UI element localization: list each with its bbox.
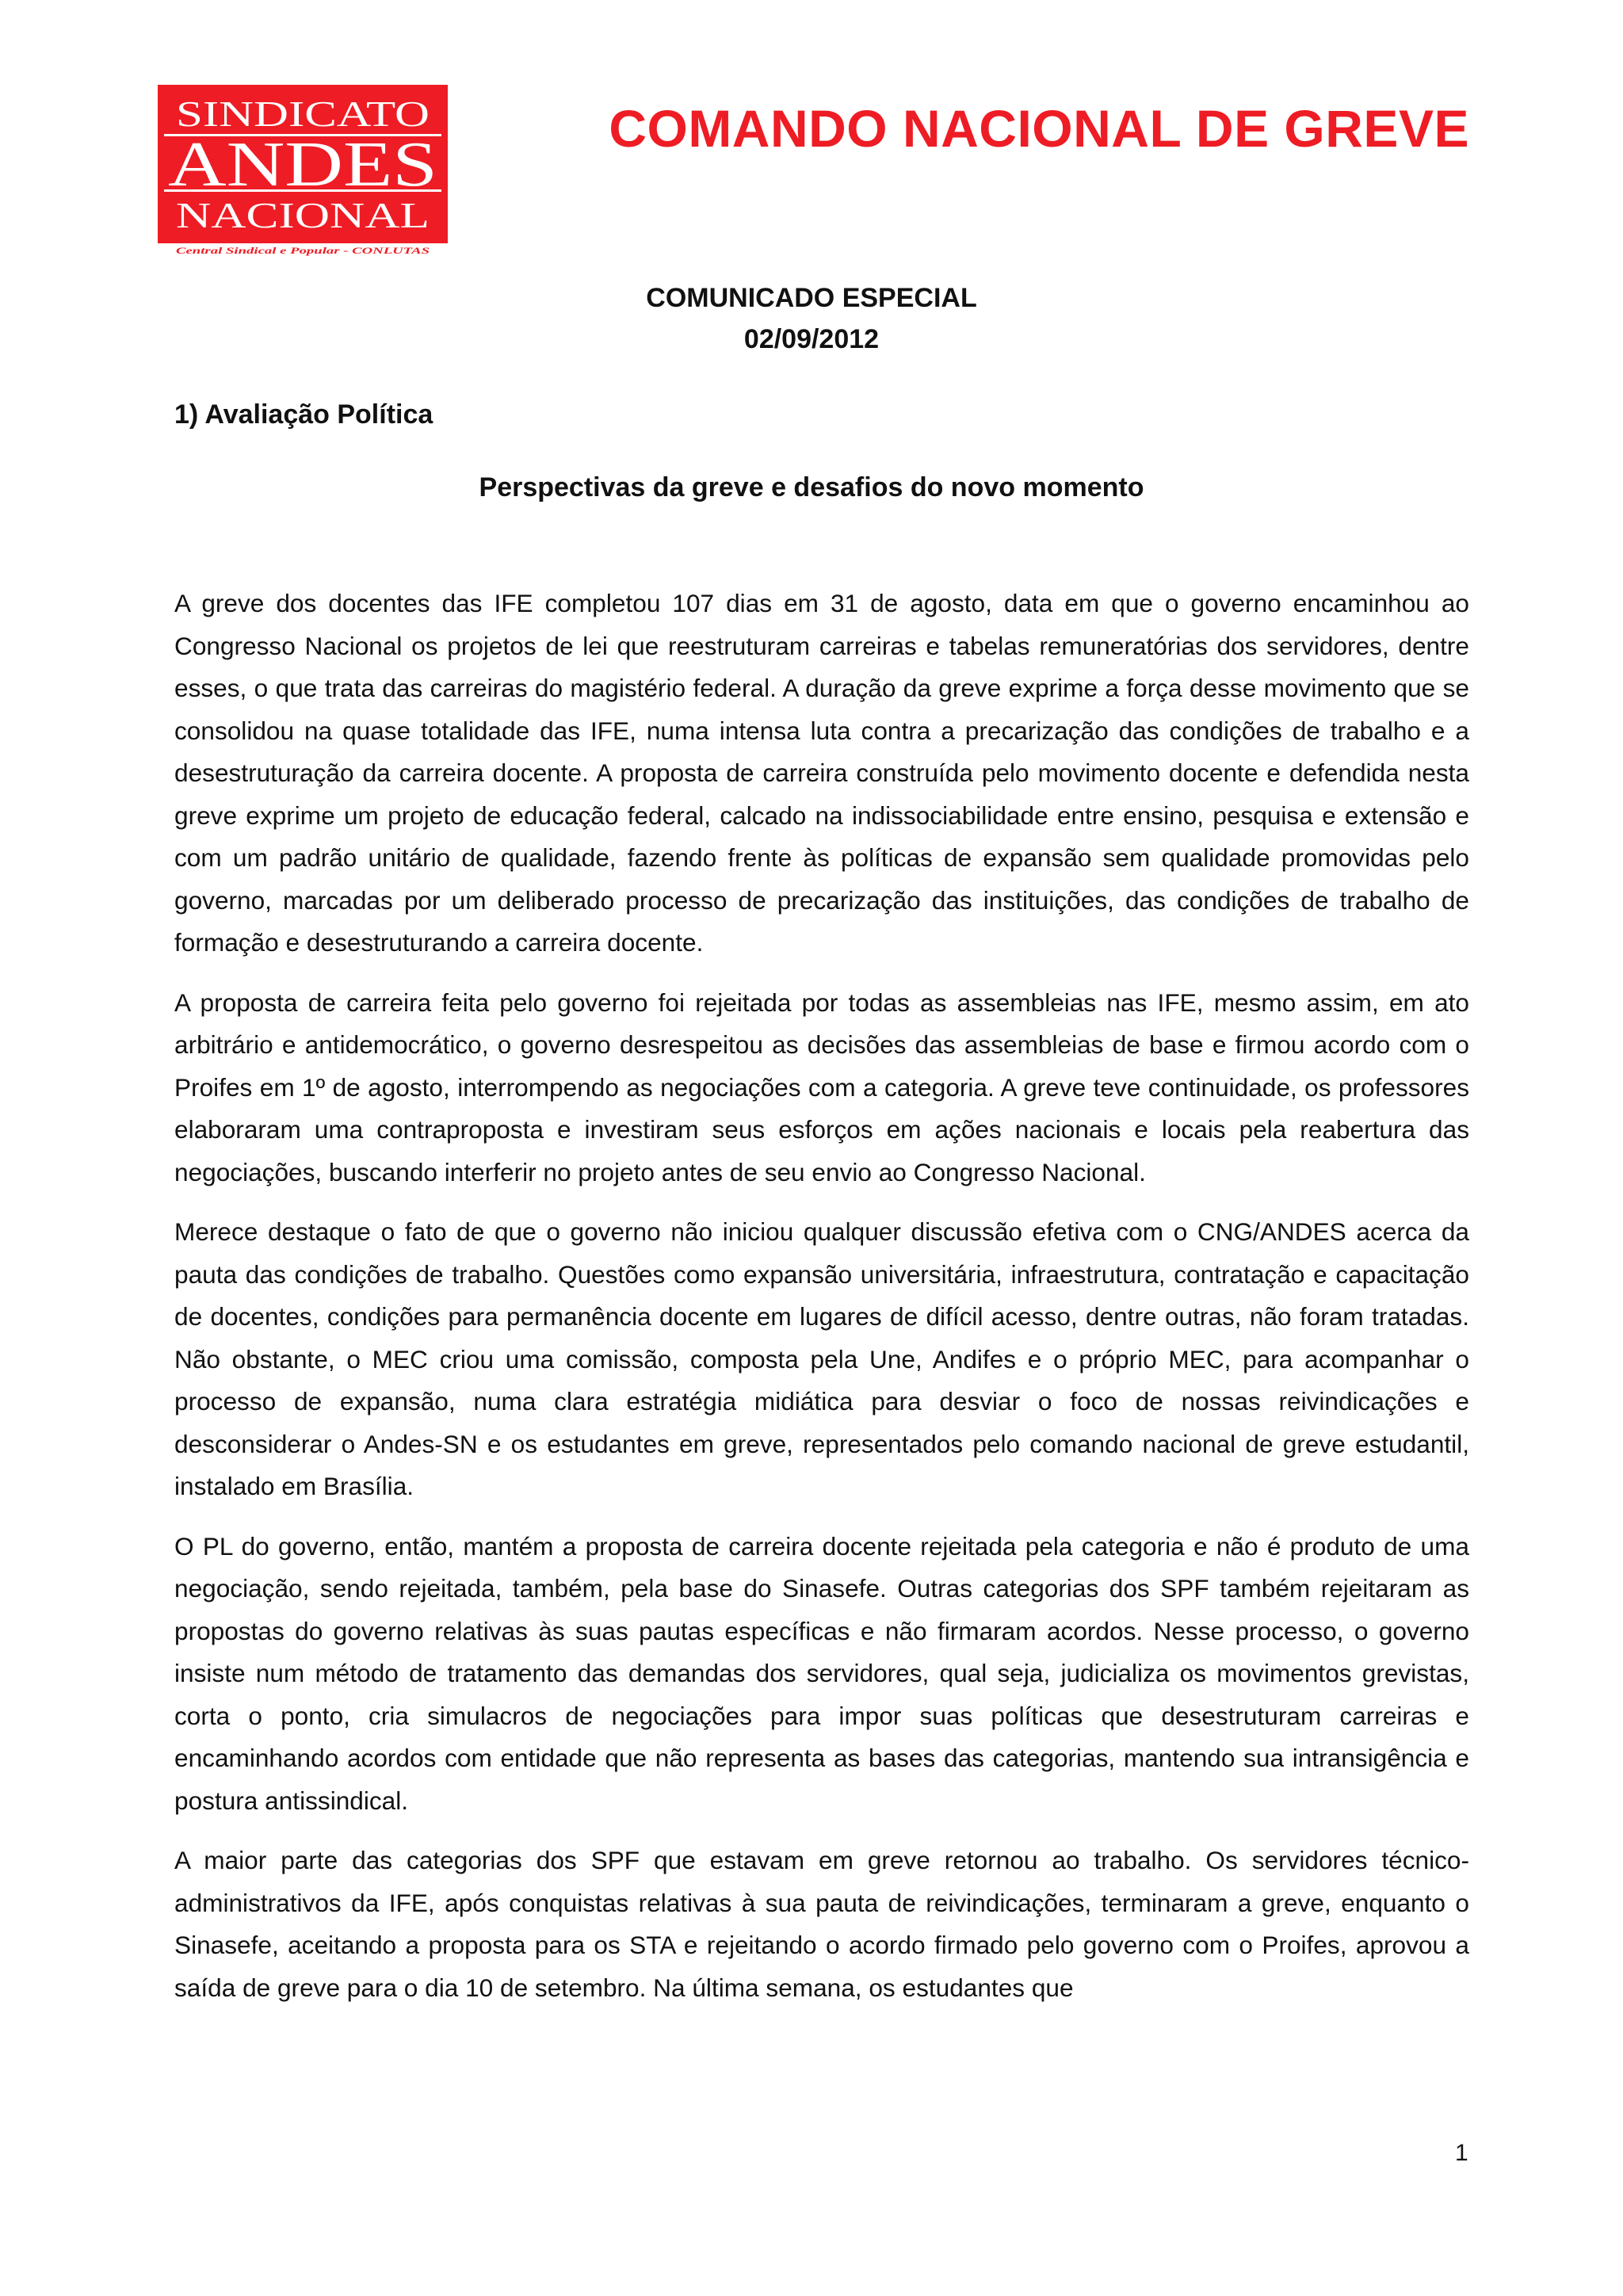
logo-line-andes: ANDES: [168, 130, 437, 200]
logo-line-nacional: NACIONAL: [176, 195, 430, 235]
header-title: COMANDO NACIONAL DE GREVE: [609, 99, 1469, 158]
document-subtitle: Perspectivas da greve e desafios do novo momento: [479, 472, 1144, 502]
paragraph: Merece destaque o fato de que o governo não iniciou qualquer discussão efetiva com o CNG/ANDES acerca da pauta das condições de trabalho. Questões como expansão universitária, infraestrutura, contratação e capacitação de docentes, condições para permanência docente em lugares de difícil acesso, dentre outras, não foram tratadas. Não obstante, o MEC criou uma comissão, composta pela Une, Andifes e o próprio MEC, para acompanhar o processo de expansão, numa clara estratégia midiática para desviar o foco de nossas reivindicações e desconsiderar o Andes-SN e os estudantes em greve, representados pelo comando nacional de greve estudantil, instalado em Brasília.: [174, 1217, 1469, 1500]
section-title: 1) Avaliação Política: [174, 399, 433, 430]
paragraph: A maior parte das categorias dos SPF que estavam em greve retornou ao trabalho. Os servidores técnico-administrativos da IFE, após conquistas relativas à sua pauta de reivindicações, terminaram a greve, enquanto o Sinasefe, aceitando a proposta para os STA e rejeitando o acordo firmado pelo governo com o Proifes, aprovou a saída de greve para o dia 10 de setembro. Na última semana, os estudantes que: [174, 1846, 1469, 2002]
page-number: 1: [1455, 2140, 1468, 2166]
document-body: [174, 583, 1469, 2027]
document-heading: COMUNICADO ESPECIAL: [646, 283, 977, 313]
andes-logo: [158, 85, 448, 256]
paragraph: A greve dos docentes das IFE completou 107 dias em 31 de agosto, data em que o governo encaminhou ao Congresso Nacional os projetos de lei que reestruturam carreiras e tabelas remuneratórias dos servidores, dentre esses, o que trata das carreiras do magistério federal. A duração da greve exprime a força desse movimento que se consolidou na quase totalidade das IFE, numa intensa luta contra a precarização das condições de trabalho e a desestruturação da carreira docente. A proposta de carreira construída pelo movimento docente e defendida nesta greve exprime um projeto de educação federal, calcado na indissociabilidade entre ensino, pesquisa e extensão e com um padrão unitário de qualidade, fazendo frente às políticas de expansão sem qualidade promovidas pelo governo, marcadas por um deliberado processo de precarização das instituições, das condições de trabalho de formação e desestruturando a carreira docente.: [174, 589, 1469, 957]
logo-line-sindicato: SINDICATO: [176, 94, 430, 134]
paragraph: O PL do governo, então, mantém a proposta de carreira docente rejeitada pela categoria e não é produto de uma negociação, sendo rejeitada, também, pela base do Sinasefe. Outras categorias dos SPF também rejeitaram as propostas do governo relativas às suas pautas específicas e não firmaram acordos. Nesse processo, o governo insiste num método de tratamento das demandas dos servidores, qual seja, judicializa os movimentos grevistas, corta o ponto, cria simulacros de negociações para impor suas políticas que desestruturam carreiras e encaminhando acordos com entidade que não representa as bases das categorias, mantendo sua intransigência e postura antissindical.: [174, 1531, 1469, 1815]
document-date: 02/09/2012: [743, 324, 880, 354]
logo-tagline: Central Sindical e Popular - CONLUTAS: [176, 245, 430, 256]
paragraph: A proposta de carreira feita pelo governo foi rejeitada por todas as assembleias nas IFE, mesmo assim, em ato arbitrário e antidemocrático, o governo desrespeitou as decisões das assembleias de base e firmou acordo com o Proifes em 1º de agosto, interrompendo as negociações com a categoria. A greve teve continuidade, os professores elaboraram uma contraproposta e investiram seus esforços em ações nacionais e locais pela reabertura das negociações, buscando interferir no projeto antes de seu envio ao Congresso Nacional.: [174, 988, 1469, 1186]
